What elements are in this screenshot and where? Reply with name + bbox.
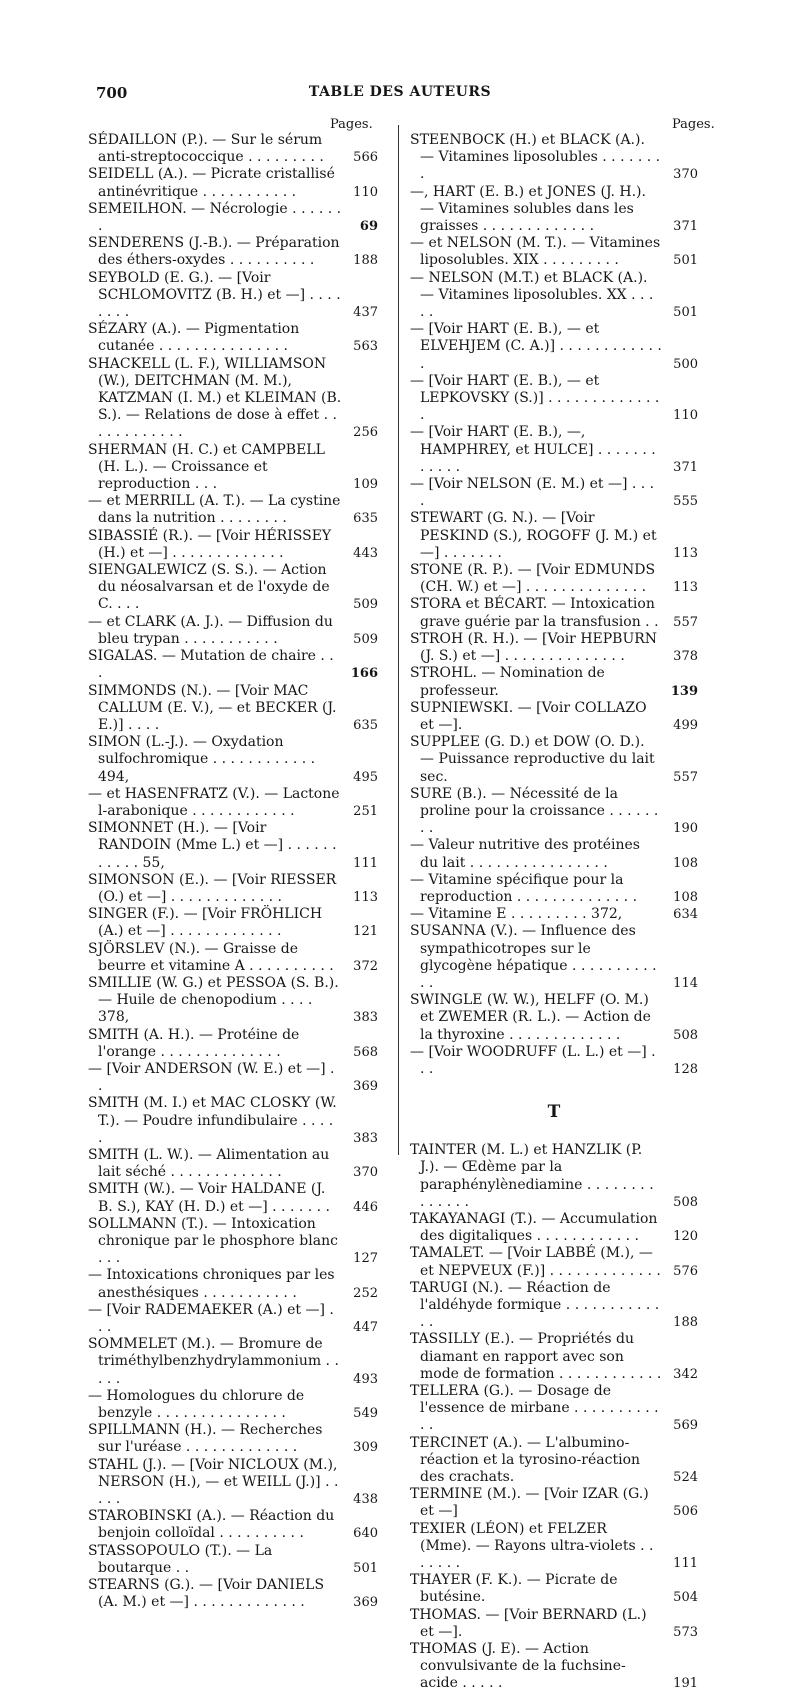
pages-label-left: Pages. (330, 117, 373, 132)
entry-page: 493 (353, 1371, 378, 1387)
entry-text: STROHL. — Nomination de professeur. (410, 665, 610, 699)
entry-page: 557 (673, 769, 698, 785)
entry-text: — et HASENFRATZ (V.). — Lactone l-arabonique . . . . . . . . . . . . (88, 785, 344, 819)
entry-text: SUPPLEE (G. D.) et DOW (O. D.). — Puissance reproductive du lait sec. (410, 734, 660, 785)
index-entry (88, 872, 378, 906)
index-entry (88, 1543, 378, 1577)
entry-page: 139 (670, 683, 698, 699)
right-column (410, 132, 698, 1693)
entry-page: 372 (353, 958, 378, 974)
entry-text: —, HART (E. B.) et JONES (J. H.). — Vitamines solubles dans les graisses . . . . . . . . . . . . . (410, 183, 651, 235)
entry-text: TERMINE (M.). — [Voir IZAR (G.) et —] (410, 1486, 654, 1520)
entry-page: 108 (673, 889, 698, 905)
index-entry (410, 562, 698, 596)
entry-page: 251 (353, 803, 378, 819)
entry-text: — [Voir WOODRUFF (L. L.) et —] . . . (410, 1043, 661, 1077)
entry-page: 370 (353, 1165, 378, 1181)
entry-page: 110 (353, 184, 378, 200)
index-entry (88, 1577, 378, 1611)
index-entry (88, 941, 378, 975)
index-entry (88, 270, 378, 322)
entry-text: SIMMONDS (N.). — [Voir MAC CALLUM (E. V.), — et BECKER (J. E.)] . . . . (88, 682, 341, 733)
entry-page: 113 (353, 889, 378, 905)
entry-page: 190 (673, 821, 698, 837)
entry-text: THAYER (F. K.). — Picrate de butésine. (410, 1572, 622, 1606)
index-entry (410, 786, 698, 838)
entry-page: 256 (353, 425, 378, 441)
letter-heading: T (547, 1102, 561, 1123)
entry-page: 378 (673, 649, 698, 665)
entry-text: SMITH (L. W.). — Alimentation au lait séché . . . . . . . . . . . . . (88, 1146, 334, 1181)
index-entry (410, 373, 698, 425)
entry-text: SMITH (M. I.) et MAC CLOSKY (W. T.). — Poudre infundibulaire . . . . . (88, 1095, 342, 1146)
entry-page: 309 (353, 1440, 378, 1456)
entry-page: 557 (673, 614, 698, 630)
index-entry (410, 184, 698, 236)
entry-text: TELLERA (G.). — Dosage de l'essence de mirbane . . . . . . . . . . . . (410, 1383, 664, 1434)
entry-page: 113 (673, 580, 698, 596)
index-entry (410, 665, 698, 699)
index-entry (410, 1331, 698, 1383)
index-entry (410, 1486, 698, 1520)
entry-page: 568 (353, 1044, 378, 1060)
entry-page: 524 (673, 1470, 698, 1486)
index-entry (410, 1245, 698, 1279)
entry-page: 371 (673, 459, 698, 475)
entry-page: 111 (353, 855, 378, 871)
index-entry (410, 132, 698, 184)
index-entry (88, 820, 378, 872)
entry-page: 383 (353, 1010, 378, 1026)
entry-text: TEXIER (LÉON) et FELZER (Mme). — Rayons ultra-violets . . . . . . . (410, 1520, 658, 1572)
entry-text: STASSOPOULO (T.). — La boutarque . . (88, 1542, 277, 1576)
entry-text: — Intoxications chroniques par les anesthésiques . . . . . . . . . . . (88, 1267, 340, 1301)
entry-text: — [Voir HART (E. B.), — et LEPKOVSKY (S.)] . . . . . . . . . . . . . . (410, 372, 664, 424)
entry-page: 509 (353, 631, 378, 647)
entry-text: TERCINET (A.). — L'albumino-réaction et la tyrosino-réaction des crachats. (410, 1434, 645, 1486)
index-entry (88, 356, 378, 442)
entry-text: — et MERRILL (A. T.). — La cystine dans la nutrition . . . . . . . . (88, 493, 345, 527)
entry-text: TAINTER (M. L.) et HANZLIK (P. J.). — Œdème par la paraphénylènediamine . . . . . . . . . . . . . . (410, 1142, 659, 1210)
entry-text: STORA et BÉCART. — Intoxication grave guérie par la transfusion . . (410, 596, 660, 630)
entry-page: 549 (353, 1406, 378, 1422)
index-entry (410, 700, 698, 734)
entry-text: SWINGLE (W. W.), HELFF (O. M.) et ZWEMER (R. L.). — Action de la thyroxine . . . . . . . . . . . . . (410, 992, 656, 1043)
index-entry (410, 596, 698, 630)
entry-text: — Valeur nutritive des protéines du lait . . . . . . . . . . . . . . . . (410, 837, 645, 871)
entry-text: SEYBOLD (E. G.). — [Voir SCHLOMOVITZ (B. H.) et —] . . . . . . . . (88, 269, 346, 321)
index-entry (88, 614, 378, 648)
index-entry (88, 562, 378, 614)
index-entry (88, 1095, 378, 1147)
entry-text: — [Voir ANDERSON (W. E.) et —] . . (88, 1060, 339, 1095)
right-column-t-entries (410, 1142, 698, 1693)
index-entry (410, 424, 698, 476)
index-entry (88, 1336, 378, 1388)
entry-text: STEENBOCK (H.) et BLACK (A.). — Vitamines liposolubles . . . . . . . . (410, 132, 665, 183)
entry-page: 443 (353, 545, 378, 561)
entry-page: 508 (673, 1027, 698, 1043)
entry-page: 447 (353, 1320, 378, 1336)
entry-text: SJÖRSLEV (N.). — Graisse de beurre et vitamine A . . . . . . . . . . (88, 940, 334, 974)
entry-text: STAROBINSKI (A.). — Réaction du benjoin colloïdal . . . . . . . . . . (88, 1508, 339, 1542)
entry-page: 504 (673, 1590, 698, 1606)
index-entry (88, 1302, 378, 1336)
index-entry (88, 734, 378, 786)
entry-page: 383 (353, 1130, 378, 1146)
entry-text: — Vitamine spécifique pour la reproduction . . . . . . . . . . . . . . (410, 871, 638, 905)
entry-page: 438 (353, 1492, 378, 1508)
entry-text: — [Voir HART (E. B.), —, HAMPHREY, et HULCE] . . . . . . . . . . . . (410, 424, 661, 475)
entry-text: SMILLIE (W. G.) et PESSOA (S. B.). — Huile de chenopodium . . . . 378, (88, 974, 344, 1026)
entry-page: 506 (673, 1504, 698, 1520)
entry-text: SUSANNA (V.). — Influence des sympathicotropes sur le glycogène hépatique . . . . . . . . . . . . (410, 923, 662, 991)
entry-text: — Vitamine E . . . . . . . . . 372, (410, 906, 623, 923)
entry-text: — [Voir RADEMAEKER (A.) et —] . . . (88, 1301, 339, 1336)
index-entry (88, 528, 378, 562)
entry-text: STAHL (J.). — [Voir NICLOUX (M.), NERSON (H.), — et WEILL (J.)] . . . . . (88, 1456, 343, 1508)
index-entry (88, 1508, 378, 1542)
index-entry (410, 734, 698, 786)
entry-page: 634 (673, 907, 698, 923)
entry-page: 69 (359, 219, 378, 235)
index-entry (88, 493, 378, 527)
index-entry (88, 235, 378, 269)
index-entry (88, 442, 378, 494)
entry-page: 370 (673, 167, 698, 183)
entry-text: SENDERENS (J.-B.). — Préparation des éthers-oxydes . . . . . . . . . . (88, 235, 345, 269)
index-entry (410, 1607, 698, 1641)
entry-text: — et NELSON (M. T.). — Vitamines liposolubles. XIX . . . . . . . . . (410, 235, 665, 269)
entry-text: SMITH (W.). — Voir HALDANE (J. B. S.), KAY (H. D.) et —] . . . . . . . (88, 1181, 331, 1215)
entry-page: 128 (673, 1061, 698, 1077)
entry-page: 508 (673, 1194, 698, 1210)
index-entry (410, 631, 698, 665)
entry-page: 110 (673, 408, 698, 424)
entry-text: STONE (R. P.). — [Voir EDMUNDS (CH. W.) et —] . . . . . . . . . . . . . . (410, 562, 660, 596)
entry-text: SIMONNET (H.). — [Voir RANDOIN (Mme L.) et —] . . . . . . . . . . . 55, (88, 820, 341, 871)
entry-text: SUPNIEWSKI. — [Voir COLLAZO et —]. (410, 699, 652, 733)
entry-text: SIGALAS. — Mutation de chaire . . . (88, 648, 339, 682)
index-entry (88, 1061, 378, 1095)
entry-page: 563 (353, 339, 378, 355)
entry-page: 501 (673, 305, 698, 321)
entry-page: 576 (673, 1263, 698, 1279)
index-entry (88, 648, 378, 682)
entry-page: 369 (353, 1079, 378, 1095)
entry-page: 109 (353, 477, 378, 493)
index-entry (410, 1572, 698, 1606)
entry-page: 446 (353, 1199, 378, 1215)
entry-text: TARUGI (N.). — Réaction de l'aldéhyde formique . . . . . . . . . . . . . (410, 1279, 664, 1331)
entry-text: SEMEILHON. — Nécrologie . . . . . . . (88, 200, 346, 235)
entry-page: 111 (673, 1556, 698, 1572)
entry-page: 635 (353, 511, 378, 527)
index-entry (88, 1422, 378, 1456)
index-entry (410, 476, 698, 510)
entry-text: SPILLMANN (H.). — Recherches sur l'uréase . . . . . . . . . . . . . (88, 1422, 327, 1456)
running-head: TABLE DES AUTEURS (308, 84, 492, 100)
index-entry (410, 1383, 698, 1435)
index-entry (88, 166, 378, 200)
entry-page: 566 (353, 150, 378, 166)
entry-page: 437 (353, 305, 378, 321)
index-entry (410, 906, 698, 923)
entry-page: 509 (353, 597, 378, 613)
entry-text: TAMALET. — [Voir LABBÉ (M.), — et NEPVEUX (F.)] . . . . . . . . . . . . . (410, 1245, 661, 1279)
entry-text: SURE (B.). — Nécessité de la proline pour la croissance . . . . . . . . (410, 785, 663, 837)
entry-text: SHACKELL (L. F.), WILLIAMSON (W.), DEITCHMAN (M. M.), KATZMAN (I. M.) et KLEIMAN (B. S.). — Relations de dose à effet . . . . . . . . . . . . (88, 355, 346, 441)
index-entry (410, 1211, 698, 1245)
index-entry (410, 923, 698, 992)
index-entry (88, 321, 378, 355)
entry-text: SOLLMANN (T.). — Intoxication chronique par le phosphore blanc . . . (88, 1215, 343, 1267)
entry-page: 495 (353, 769, 378, 785)
entry-text: SIBASSIÉ (R.). — [Voir HÉRISSEY (H.) et —] . . . . . . . . . . . . . (88, 527, 336, 561)
entry-text: SIMONSON (E.). — [Voir RIESSER (O.) et —] . . . . . . . . . . . . . (88, 871, 341, 905)
index-entry (88, 683, 378, 735)
entry-page: 113 (673, 545, 698, 561)
index-entry (88, 201, 378, 235)
index-entry (410, 992, 698, 1044)
index-entry (88, 786, 378, 820)
entry-text: SINGER (F.). — [Voir FRÖHLICH (A.) et —] . . . . . . . . . . . . . (88, 906, 327, 940)
entry-text: SÉZARY (A.). — Pigmentation cutanée . . . . . . . . . . . . . . . (88, 321, 304, 355)
index-entry (410, 235, 698, 269)
entry-page: 114 (673, 975, 698, 991)
index-entry (88, 906, 378, 940)
entry-page: 166 (350, 666, 378, 682)
entry-text: — [Voir NELSON (E. M.) et —] . . . . (410, 476, 659, 510)
entry-text: SÉDAILLON (P.). — Sur le sérum anti-streptococcique . . . . . . . . . (88, 132, 327, 166)
entry-page: 121 (353, 924, 378, 940)
entry-text: — [Voir HART (E. B.), — et ELVEHJEM (C. A.)] . . . . . . . . . . . . . (410, 321, 667, 372)
entry-text: STROH (R. H.). — [Voir HEPBURN (J. S.) et —] . . . . . . . . . . . . . . (410, 630, 662, 665)
index-entry (88, 1267, 378, 1301)
index-entry (88, 1388, 378, 1422)
entry-page: 108 (673, 855, 698, 871)
index-entry (410, 1280, 698, 1332)
index-entry (88, 1457, 378, 1509)
entry-text: SIMON (L.-J.). — Oxydation sulfochromique . . . . . . . . . . . . 494, (88, 734, 320, 785)
page-number: 700 (96, 84, 128, 102)
entry-page: 500 (673, 356, 698, 372)
index-entry (410, 872, 698, 906)
entry-text: TAKAYANAGI (T.). — Accumulation des digitaliques . . . . . . . . . . . . (410, 1210, 662, 1245)
pages-label-right: Pages. (672, 117, 715, 132)
index-entry (410, 321, 698, 373)
index-entry (410, 1044, 698, 1078)
right-column-s-entries (410, 132, 698, 1078)
column-divider (398, 125, 399, 1155)
entry-text: SHERMAN (H. C.) et CAMPBELL (H. L.). — Croissance et reproduction . . . (88, 441, 330, 493)
entry-page: 188 (353, 253, 378, 269)
index-entry (88, 1027, 378, 1061)
entry-page: 127 (353, 1251, 378, 1267)
index-entry (410, 510, 698, 562)
index-entry (410, 1142, 698, 1211)
entry-page: 252 (353, 1285, 378, 1301)
index-entry (88, 132, 378, 166)
entry-text: SOMMELET (M.). — Bromure de triméthylbenzhydrylammonium . . . . . (88, 1336, 344, 1387)
entry-page: 120 (673, 1229, 698, 1245)
entry-page: 342 (673, 1366, 698, 1382)
entry-text: SEIDELL (A.). — Picrate cristallisé antinévritique . . . . . . . . . . . (88, 166, 340, 200)
entry-text: STEWART (G. N.). — [Voir PESKIND (S.), ROGOFF (J. M.) et —] . . . . . . . (410, 510, 662, 561)
entry-text: STEARNS (G.). — [Voir DANIELS (A. M.) et —] . . . . . . . . . . . . . (88, 1577, 329, 1611)
entry-page: 371 (673, 219, 698, 235)
left-column (88, 132, 378, 1611)
entry-text: THOMAS (J. E). — Action convulsivante de la fuchsine-acide . . . . . (410, 1641, 626, 1692)
entry-text: SIENGALEWICZ (S. S.). — Action du néosalvarsan et de l'oxyde de C. . . . (88, 562, 335, 613)
index-entry (410, 1641, 698, 1693)
entry-page: 555 (673, 494, 698, 510)
entry-text: TASSILLY (E.). — Propriétés du diamant en rapport avec son mode de formation . . . . . . . . . . . . (410, 1331, 662, 1382)
entry-page: 188 (673, 1315, 698, 1331)
entry-page: 369 (353, 1595, 378, 1611)
index-entry (410, 1435, 698, 1487)
entry-page: 635 (353, 717, 378, 733)
entry-page: 569 (673, 1418, 698, 1434)
index-entry (88, 975, 378, 1027)
index-entry (88, 1181, 378, 1215)
entry-text: — et CLARK (A. J.). — Diffusion du bleu trypan . . . . . . . . . . . (88, 613, 338, 647)
entry-page: 499 (673, 717, 698, 733)
entry-page: 501 (673, 253, 698, 269)
entry-page: 191 (673, 1676, 698, 1692)
entry-page: 573 (673, 1624, 698, 1640)
entry-page: 501 (353, 1560, 378, 1576)
entry-page: 640 (353, 1526, 378, 1542)
entry-text: THOMAS. — [Voir BERNARD (L.) et —]. (410, 1606, 651, 1640)
index-entry (88, 1216, 378, 1268)
entry-text: — NELSON (M.T.) et BLACK (A.). — Vitamines liposolubles. XX . . . . . (410, 269, 658, 321)
index-entry (410, 1521, 698, 1573)
index-entry (410, 270, 698, 322)
index-entry (410, 837, 698, 871)
entry-text: SMITH (A. H.). — Protéine de l'orange . . . . . . . . . . . . . . (88, 1026, 304, 1060)
index-entry (88, 1147, 378, 1181)
entry-text: — Homologues du chlorure de benzyle . . . . . . . . . . . . . . . (88, 1387, 309, 1422)
